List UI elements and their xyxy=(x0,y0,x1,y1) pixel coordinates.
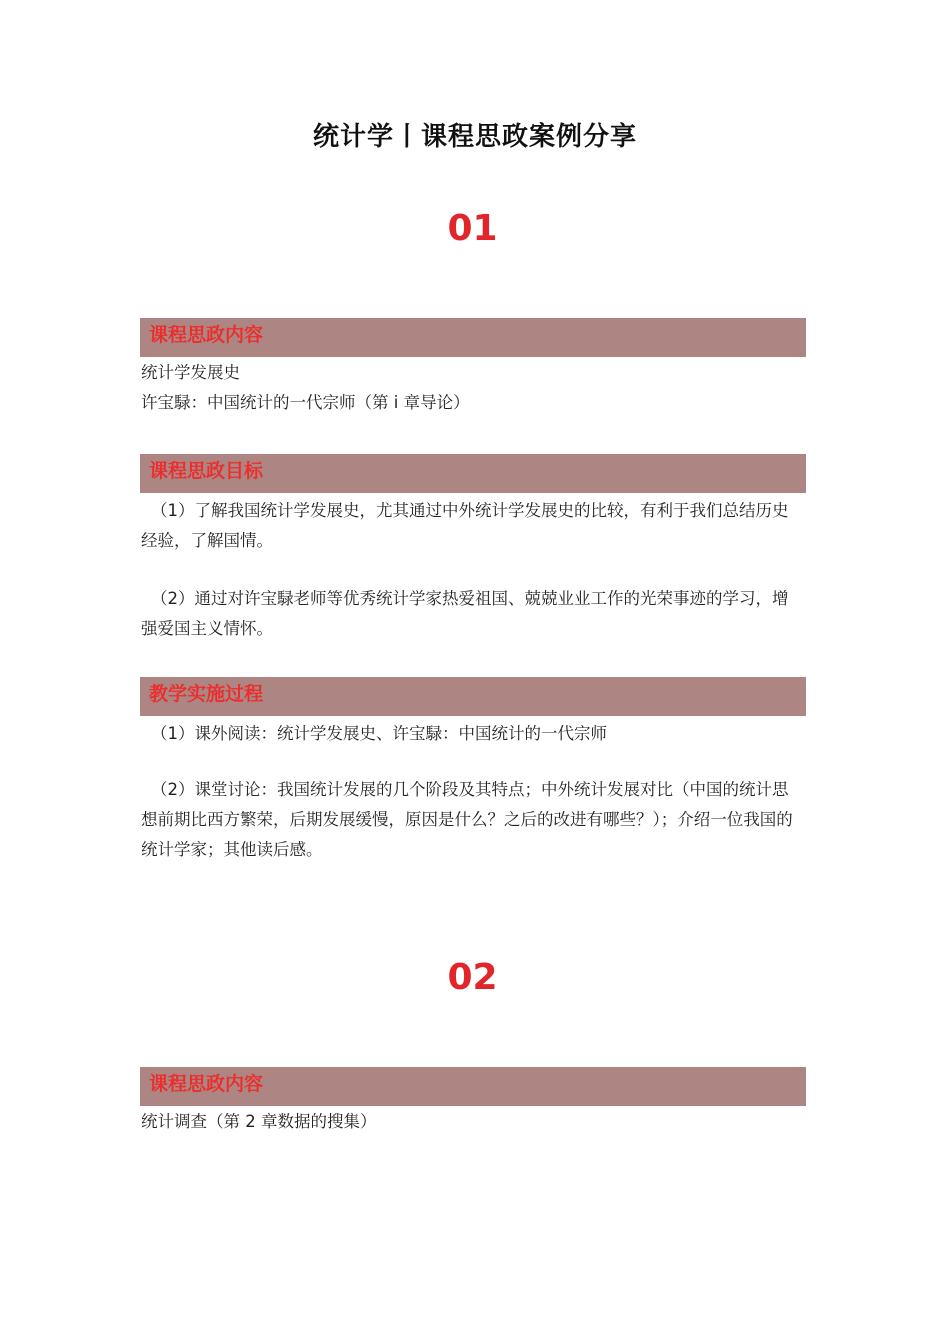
section-number: 02 xyxy=(447,957,498,998)
section-header-content: 课程思政内容 xyxy=(140,1067,806,1106)
section-header-goals: 课程思政目标 xyxy=(140,454,806,493)
process-paragraph: （2）课堂讨论：我国统计发展的几个阶段及其特点；中外统计发展对比（中国的统计思想前期比西方繁荣，后期发展缓慢，原因是什么？之后的改进有哪些？）；介绍一位我国的统计学家；其他读后感。 xyxy=(141,780,793,859)
goal-paragraph: （2）通过对许宝騄老师等优秀统计学家热爱祖国、兢兢业业工作的光荣事迹的学习，增强爱国主义情怀。 xyxy=(141,589,789,638)
goal-paragraph: （1）了解我国统计学发展史，尤其通过中外统计学发展史的比较，有利于我们总结历史经验，了解国情。 xyxy=(141,501,789,550)
page-title: 统计学丨课程思政案例分享 xyxy=(312,122,637,152)
section-header-content: 课程思政内容 xyxy=(140,318,806,357)
content-line: 许宝騄：中国统计的一代宗师（第 i 章导论） xyxy=(141,393,470,412)
content-line: 统计调查（第 2 章数据的搜集） xyxy=(141,1112,377,1131)
content-line: 统计学发展史 xyxy=(141,363,240,382)
section-number: 01 xyxy=(447,208,498,249)
process-paragraph: （1）课外阅读：统计学发展史、许宝騄：中国统计的一代宗师 xyxy=(151,724,607,743)
section-header-process: 教学实施过程 xyxy=(140,677,806,716)
